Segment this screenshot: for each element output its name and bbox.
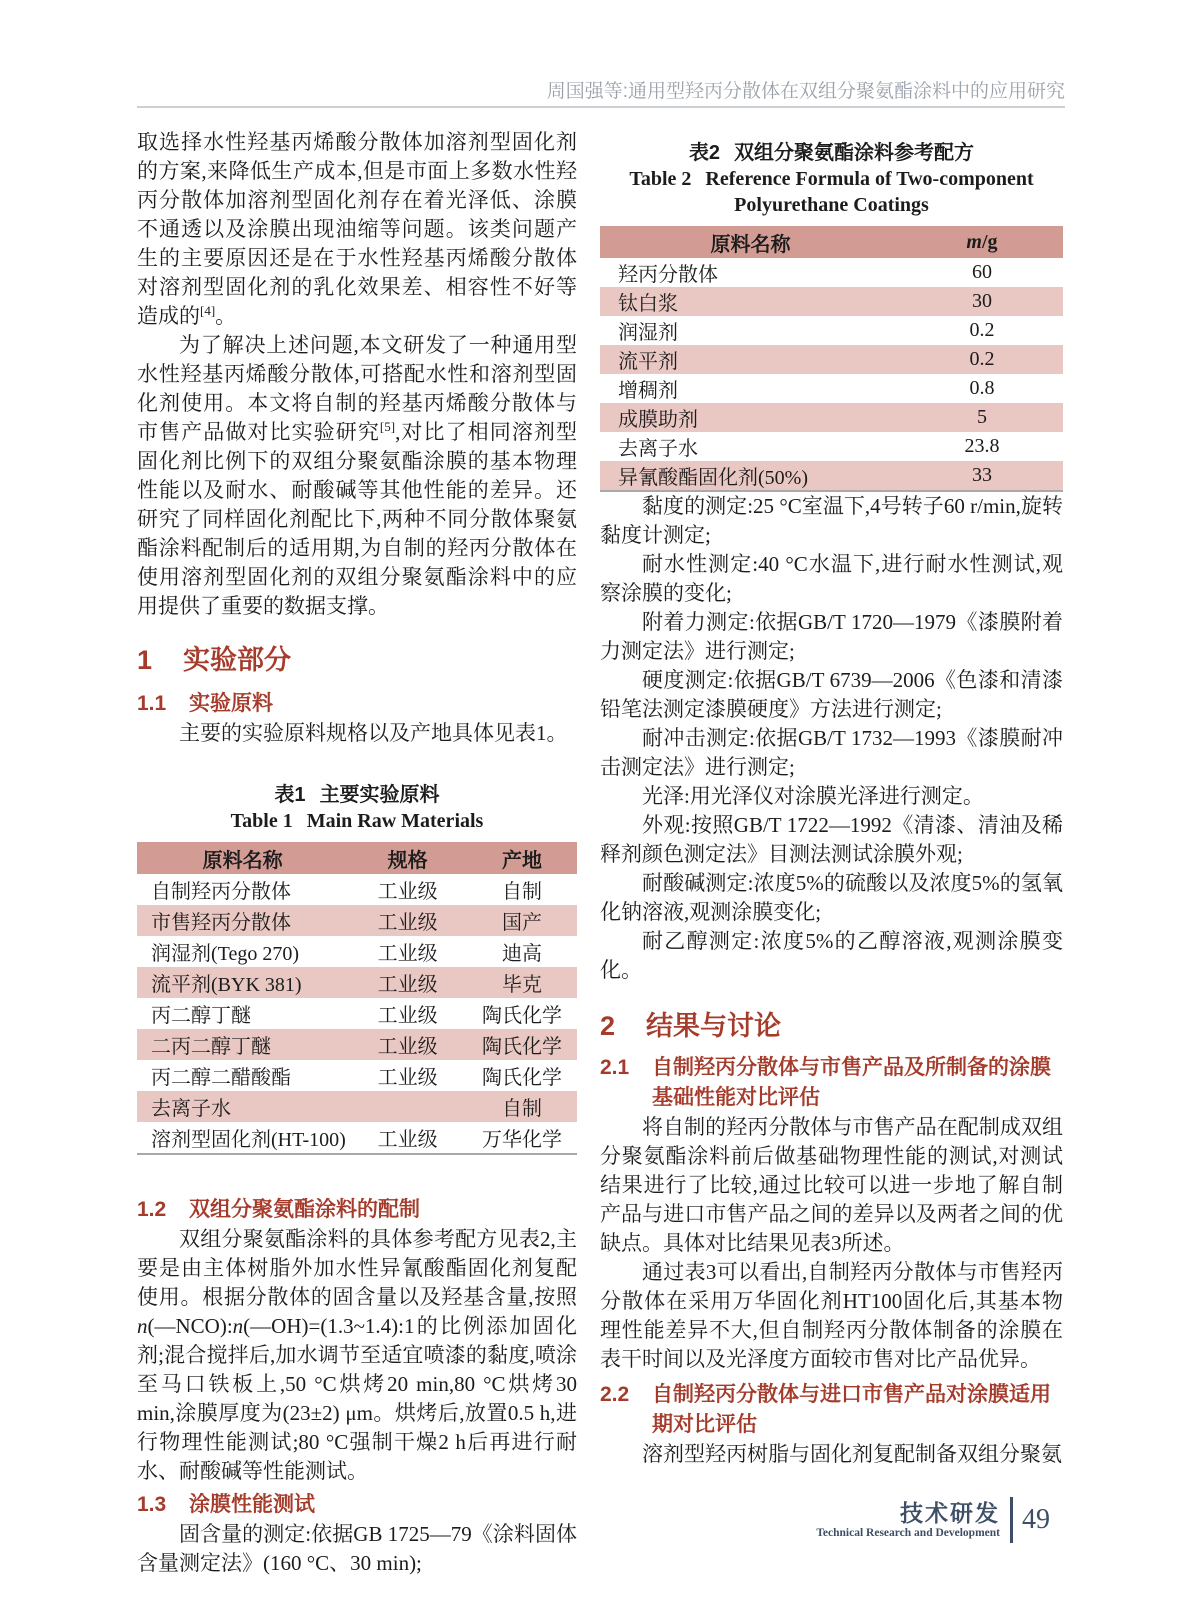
table-row [600,432,1063,461]
subsection-heading-2-2 [600,1380,1063,1440]
subsection-title: 自制羟丙分散体与市售产品及所制备的涂膜基础性能对比评估 [652,1056,1051,1109]
subsection-heading-1-3 [137,1490,577,1520]
subsection-number: 2.2 [600,1383,630,1406]
paragraph-text: 。 [215,304,237,328]
subsection-heading-1-2 [137,1195,577,1225]
paragraph: 硬度测定:依据GB/T 6739—2006《色漆和清漆铅笔法测定漆膜硬度》方法进行测定; [600,668,1063,721]
table-cell: 5 [976,406,987,428]
citation-ref: [5] [379,419,396,434]
table-cell: 工业级 [377,1036,438,1058]
table2 [600,226,1063,492]
table-caption-label: 表1 [274,784,306,806]
paragraph: 耐冲击测定:依据GB/T 1732—1993《漆膜耐冲击测定法》进行测定; [600,726,1063,779]
paragraph [137,128,577,331]
paragraph: 通过表3可以看出,自制羟丙分散体与市售羟丙分散体在采用万华固化剂HT100固化后,其基本物理性能差异不大,但自制羟丙分散体制备的涂膜在表干时间以及光泽度方面较市售对比产品优异。 [600,1260,1063,1371]
table-cell: 润湿剂(Tego 270) [151,943,300,965]
subsection-number: 1.2 [137,1198,167,1221]
table-cell: 0.8 [969,377,995,399]
table2-caption-en-line2: Polyurethane Coatings [734,194,929,216]
left-column [137,128,577,1578]
table-row [137,967,577,998]
math-variable: n [137,1314,148,1338]
table-cell: 自制 [501,881,542,903]
table-cell: 钛白浆 [618,293,678,315]
paragraph: 将自制的羟丙分散体与市售产品在配制成双组分聚氨酯涂料前后做基础物理性能的测试,对测试结果进行了比较,通过比较可以进一步地了解自制产品与进口市售产品之间的差异以及两者之间的优缺点。具体对比结果见表3所述。 [600,1115,1063,1255]
footer [816,1497,1050,1543]
table-cell: 工业级 [377,1005,438,1027]
paragraph: 附着力测定:依据GB/T 1720—1979《漆膜附着力测定法》进行测定; [600,610,1063,663]
table-row [137,1091,577,1122]
paragraph: 外观:按照GB/T 1722—1992《清漆、清油及稀释剂颜色测定法》目测法测试涂膜外观; [600,813,1063,866]
table-row [137,1122,577,1154]
table2-caption-en [600,166,1063,192]
table-cell: 工业级 [377,1067,438,1089]
table-row [600,374,1063,403]
math-variable: n [232,1314,244,1338]
subsection-heading-2-1 [600,1053,1063,1113]
page-number: 49 [1022,1504,1050,1535]
table-row [600,403,1063,432]
table-caption-title: Reference Formula of Two-component [705,168,1034,190]
table-header-cell: 产地 [467,842,577,874]
paragraph-text: ,对比了相同溶剂型固化剂比例下的双组分聚氨酯涂膜的基本物理性能以及耐水、耐酸碱等其他性能的差异。还研究了同样固化剂配比下,两种不同分散体聚氨酯涂料配制后的适用期,为自制的羟丙分散体在使用溶剂型固化剂的双组分聚氨酯涂料中的应用提供了重要的数据支撑。 [137,420,578,618]
section-number: 2 [600,1011,616,1041]
table-cell: 工业级 [377,974,438,996]
table-cell: 60 [971,261,992,283]
paragraph-text: 为了解决上述问题,本文研发了一种通用型水性羟基丙烯酸分散体,可搭配水性和溶剂型固化剂使用。本文将自制的羟基丙烯酸分散体与市售产品做对比实验研究 [137,333,577,444]
table-header-cell: 规格 [348,842,467,874]
footer-labels [816,1500,1000,1541]
section-heading-1 [137,643,577,677]
table-cell: 润湿剂 [618,322,678,344]
subsection-title: 涂膜性能测试 [189,1493,315,1516]
table-caption-title: 主要实验原料 [319,784,440,806]
table-header-row [137,842,577,874]
table-row [600,287,1063,316]
table-cell: 去离子水 [618,438,698,460]
table-cell: 国产 [501,912,542,934]
table-caption-title: 双组分聚氨酯涂料参考配方 [734,142,975,164]
subsection-title: 双组分聚氨酯涂料的配制 [189,1198,420,1221]
table-caption-label: Table 2 [629,168,692,190]
paragraph: 光泽:用光泽仪对涂膜光泽进行测定。 [642,784,984,808]
subsection-number: 2.1 [600,1056,630,1079]
right-column [600,140,1063,1469]
footer-label-en: Technical Research and Development [816,1526,1000,1539]
table-row [137,1060,577,1091]
subsection-number: 1.3 [137,1493,167,1516]
table-row [600,316,1063,345]
table-cell: 自制 [501,1098,542,1120]
table-cell: 33 [971,464,992,486]
paragraph: 耐乙醇测定:浓度5%的乙醇溶液,观测涂膜变化。 [600,929,1063,982]
table-cell: 陶氏化学 [481,1005,562,1027]
table-cell: 成膜助剂 [618,409,698,431]
table-row [600,461,1063,491]
footer-divider-bar [1010,1497,1013,1543]
header-rule [137,106,1065,108]
table-header-cell [901,226,1063,258]
paragraph: 固含量的测定:依据GB 1725—79《涂料固体含量测定法》(160 °C、30 min); [137,1522,577,1575]
table-header-cell: 原料名称 [137,842,348,874]
subsection-title: 自制羟丙分散体与进口市售产品对涂膜适用期对比评估 [652,1383,1051,1436]
table-row [600,258,1063,287]
table-row [137,874,577,905]
section-title: 实验部分 [183,645,291,675]
table-cell: 异氰酸酯固化剂(50%) [618,467,808,489]
paragraph-text: (—NCO): [147,1314,233,1338]
citation-ref: [4] [200,303,216,318]
table-cell: 丙二醇丁醚 [151,1005,251,1027]
table-cell: 工业级 [377,1129,438,1151]
table-row [600,345,1063,374]
section-heading-2 [600,1009,1063,1043]
paragraph: 耐酸碱测定:浓度5%的硫酸以及浓度5%的氢氧化钠溶液,观测涂膜变化; [600,871,1063,924]
table-header-row [600,226,1063,258]
table-cell: 丙二醇二醋酸酯 [151,1067,291,1089]
subsection-heading-1-1 [137,689,577,719]
paragraph-text: (—OH)=(1.3~1.4):1的比例添加固化剂;混合搅拌后,加水调节至适宜喷漆的黏度,喷涂至马口铁板上,50 °C烘烤20 min,80 °C烘烤30 min,涂膜厚度为(23±2) μm。烘烤后,放置0.5 h,进行物理性能测试;80 °C强制干燥2 h后再进行耐水、耐酸碱等性能测试。 [137,1314,577,1483]
table-cell: 0.2 [969,348,995,370]
section-title: 结果与讨论 [646,1011,781,1041]
table-cell: 流平剂 [618,351,678,373]
table2-caption [600,140,1063,218]
table-caption-label: Table 1 [230,810,293,832]
table-cell: 陶氏化学 [481,1036,562,1058]
unit-label: /g [981,230,998,253]
table-caption-title: Main Raw Materials [306,810,484,832]
subsection-title: 实验原料 [189,692,273,715]
table-cell: 30 [971,290,992,312]
table-cell: 羟丙分散体 [618,264,718,286]
footer-label-zh: 技术研发 [900,1499,1000,1526]
table1-caption-en [137,808,577,834]
table-cell: 流平剂(BYK 381) [151,974,302,996]
table1-caption-zh [137,782,577,808]
table-cell: 陶氏化学 [481,1067,562,1089]
running-title: 周国强等:通用型羟丙分散体在双组分聚氨酯涂料中的应用研究 [546,81,1065,102]
table-cell: 溶剂型固化剂(HT-100) [151,1129,346,1151]
paragraph: 主要的实验原料规格以及产地具体见表1。 [179,721,568,745]
table-cell: 增稠剂 [618,380,678,402]
table1 [137,842,577,1155]
table-row [137,936,577,967]
table-cell: 迪高 [501,943,542,965]
paragraph [137,331,577,621]
table-cell: 二丙二醇丁醚 [151,1036,271,1058]
table-cell: 工业级 [377,943,438,965]
table2-caption-zh [600,140,1063,166]
table-cell: 23.8 [964,435,1000,457]
table-cell: 毕克 [501,974,542,996]
paragraph: 溶剂型羟丙树脂与固化剂复配制备双组分聚氨 [642,1442,1062,1466]
math-variable: m [966,230,982,253]
paragraph [137,1225,577,1486]
table-row [137,1029,577,1060]
table-cell: 万华化学 [481,1129,562,1151]
paragraph: 黏度的测定:25 °C室温下,4号转子60 r/min,旋转黏度计测定; [600,494,1063,547]
table-row [137,998,577,1029]
table-cell [348,1091,467,1122]
table-cell: 工业级 [377,881,438,903]
table-cell: 市售羟丙分散体 [151,912,291,934]
table-row [137,905,577,936]
paragraph-text: 双组分聚氨酯涂料的具体参考配方见表2,主要是由主体树脂外加水性异氰酸酯固化剂复配使用。根据分散体的固含量以及羟基含量,按照 [137,1227,577,1309]
table1-caption [137,782,577,834]
paragraph: 耐水性测定:40 °C水温下,进行耐水性测试,观察涂膜的变化; [600,552,1063,605]
table-cell: 自制羟丙分散体 [151,881,291,903]
subsection-number: 1.1 [137,692,167,715]
section-number: 1 [137,645,153,675]
table-cell: 去离子水 [151,1098,231,1120]
paragraph-text: 取选择水性羟基丙烯酸分散体加溶剂型固化剂的方案,来降低生产成本,但是市面上多数水性羟丙分散体加溶剂型固化剂存在着光泽低、涂膜不通透以及涂膜出现油缩等问题。该类问题产生的主要原因还是在于水性羟基丙烯酸分散体对溶剂型固化剂的乳化效果差、相容性不好等造成的 [137,130,577,328]
table-cell: 工业级 [377,912,438,934]
table-header-cell: 原料名称 [600,226,901,258]
table-cell: 0.2 [969,319,995,341]
table-caption-label: 表2 [688,142,721,164]
